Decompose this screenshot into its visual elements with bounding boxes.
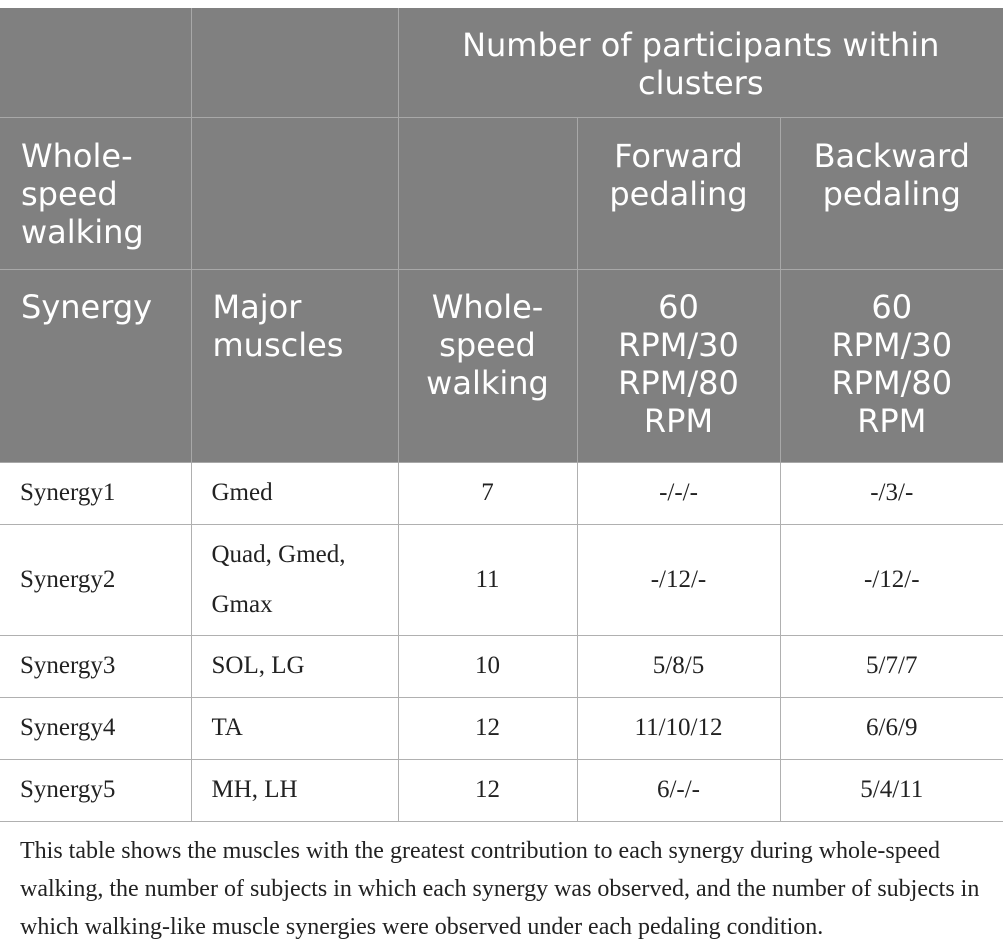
table-row	[0, 697, 1003, 759]
header-synergy: Synergy	[0, 269, 191, 462]
synergy-cell: Synergy4	[0, 697, 191, 759]
header-major-muscles: Major muscles	[191, 269, 398, 462]
forward-cell: 6/-/-	[577, 759, 780, 821]
header-empty-cell-4	[398, 117, 577, 269]
table-header	[0, 8, 1003, 462]
walking-cell: 10	[398, 635, 577, 697]
header-whole-speed-walking: Whole-speed walking	[398, 269, 577, 462]
header-forward-pedaling: Forward pedaling	[577, 117, 780, 269]
table-row	[0, 759, 1003, 821]
forward-cell: 5/8/5	[577, 635, 780, 697]
table-body	[0, 462, 1003, 821]
walking-cell: 7	[398, 462, 577, 524]
header-empty-cell-2	[191, 8, 398, 117]
header-empty-cell-3	[191, 117, 398, 269]
table-row	[0, 635, 1003, 697]
header-row-1	[0, 8, 1003, 117]
synergy-cell: Synergy3	[0, 635, 191, 697]
header-whole-speed-walking-group: Whole-speed walking	[0, 117, 191, 269]
header-backward-rpm: 60 RPM/30 RPM/80 RPM	[780, 269, 1003, 462]
muscles-cell: MH, LH	[191, 759, 398, 821]
header-row-3	[0, 269, 1003, 462]
muscles-cell: Gmed	[191, 462, 398, 524]
backward-cell: -/3/-	[780, 462, 1003, 524]
backward-cell: 5/7/7	[780, 635, 1003, 697]
muscles-cell: SOL, LG	[191, 635, 398, 697]
synergy-cell: Synergy5	[0, 759, 191, 821]
forward-cell: -/12/-	[577, 524, 780, 635]
backward-cell: 6/6/9	[780, 697, 1003, 759]
header-forward-rpm: 60 RPM/30 RPM/80 RPM	[577, 269, 780, 462]
forward-cell: -/-/-	[577, 462, 780, 524]
forward-cell: 11/10/12	[577, 697, 780, 759]
header-backward-pedaling: Backward pedaling	[780, 117, 1003, 269]
synergy-cell: Synergy1	[0, 462, 191, 524]
header-empty-cell-1	[0, 8, 191, 117]
synergy-cell: Synergy2	[0, 524, 191, 635]
synergy-table	[0, 8, 1003, 822]
table-footnote: This table shows the muscles with the greatest contribution to each synergy during whole-speed walking, the number of subjects in which each synergy was observed, and the number of subjects in which walking-like muscle synergies were observed under each pedaling condition.	[20, 838, 980, 940]
muscles-cell: TA	[191, 697, 398, 759]
muscles-cell: Quad, Gmed, Gmax	[191, 524, 398, 635]
backward-cell: -/12/-	[780, 524, 1003, 635]
header-row-2	[0, 117, 1003, 269]
table-row	[0, 462, 1003, 524]
header-participants-group: Number of participants within clusters	[398, 8, 1003, 117]
walking-cell: 12	[398, 759, 577, 821]
backward-cell: 5/4/11	[780, 759, 1003, 821]
walking-cell: 12	[398, 697, 577, 759]
table-row	[0, 524, 1003, 635]
walking-cell: 11	[398, 524, 577, 635]
